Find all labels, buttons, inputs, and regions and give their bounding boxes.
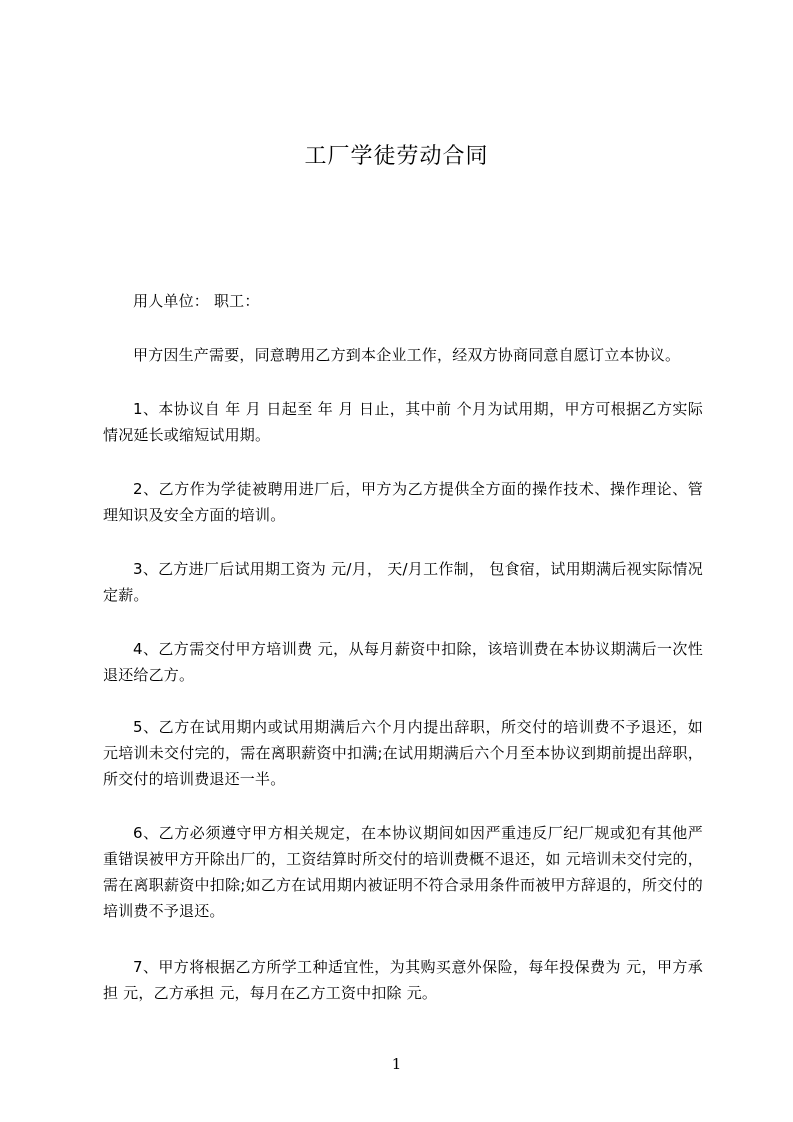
intro-paragraph: 甲方因生产需要，同意聘用乙方到本企业工作，经双方协商同意自愿订立本协议。 xyxy=(133,346,681,364)
clause-3: 3、乙方进厂后试用期工资为 元/月， 天/月工作制， 包食宿，试用期满后视实际情况定薪。 xyxy=(103,560,703,604)
party-header-line: 用人单位： 职工： xyxy=(133,292,260,310)
document-title: 工厂学徒劳动合同 xyxy=(304,144,489,169)
clause-2: 2、乙方作为学徒被聘用进厂后，甲方为乙方提供全方面的操作技术、操作理论、管理知识及安全方面的培训。 xyxy=(103,480,703,524)
clause-6: 6、乙方必须遵守甲方相关规定，在本协议期间如因严重违反厂纪厂规或犯有其他严重错误被甲方开除出厂的，工资结算时所交付的培训费概不退还，如 元培训未交付完的，需在离职薪资中扣除;如乙方在试用期内被证明不符合录用条件而被甲方辞退的，所交付的培训费不予退还。 xyxy=(103,824,703,920)
clause-4: 4、乙方需交付甲方培训费 元，从每月薪资中扣除，该培训费在本协议期满后一次性退还给乙方。 xyxy=(103,640,703,684)
clause-1: 1、本协议自 年 月 日起至 年 月 日止，其中前 个月为试用期，甲方可根据乙方实际情况延长或缩短试用期。 xyxy=(103,400,703,444)
clause-7: 7、甲方将根据乙方所学工种适宜性，为其购买意外保险，每年投保费为 元，甲方承担 元，乙方承担 元，每月在乙方工资中扣除 元。 xyxy=(103,958,703,1002)
clause-5: 5、乙方在试用期内或试用期满后六个月内提出辞职，所交付的培训费不予退还，如元培训未交付完的，需在离职薪资中扣满;在试用期满后六个月至本协议到期前提出辞职，所交付的培训费退还一半。 xyxy=(103,718,703,788)
page-number: 1 xyxy=(391,1055,402,1073)
